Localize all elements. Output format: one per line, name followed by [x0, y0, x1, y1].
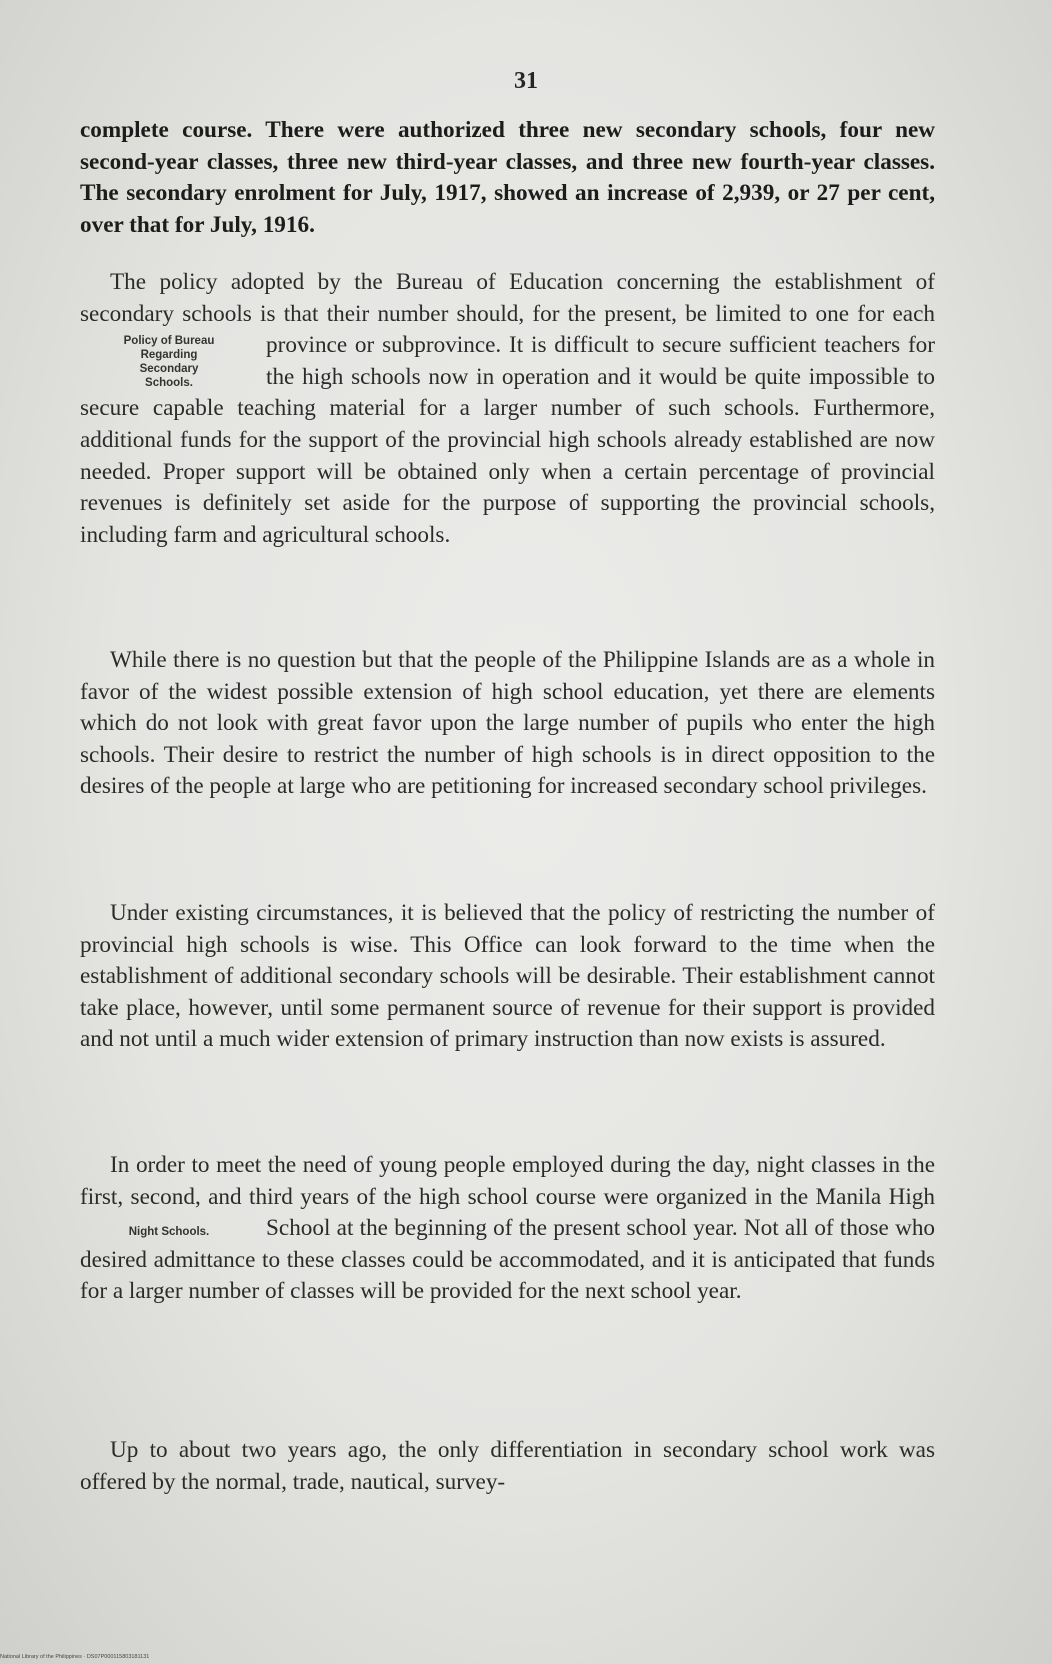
paragraph-2-text: [80, 267, 935, 551]
paragraph-2: [80, 267, 935, 551]
paragraph-3: [80, 645, 935, 803]
paragraph-6-text: Up to about two years ago, the only differentiation in secondary school work was offered by the normal, trade, nautical, survey-: [80, 1437, 935, 1495]
paragraph-1: [80, 115, 935, 241]
paragraph-4: [80, 898, 935, 1056]
paragraph-5-text: [80, 1150, 935, 1308]
paragraph-3-text: While there is no question but that the people of the Philippine Islands are as a whole in favor of the widest possible extension of high school education, yet there are elements which do not look with great favor upon the large number of pupils who enter the high schools. Their desire to restrict the number of high schools is in direct opposition to the desires of the people at large who are petitioning for increased secondary school privileges.: [80, 647, 935, 800]
sidenote-policy-line: Policy of Bureau: [123, 335, 215, 348]
paragraph-1-text: complete course. There were authorized three new secondary schools, four new second-year classes, three new third-year classes, and three new fourth-year classes. The secondary enrolment for July, 1917, showed an increase of 2,939, or 27 per cent, over that for July, 1916.: [80, 117, 935, 238]
paragraph-5: [80, 1150, 935, 1308]
sidenote-night: [80, 1225, 258, 1239]
footer-credit: National Library of the Philippines · DS07P000115803181131: [0, 1654, 150, 1660]
paragraph-5-text-after: at the beginning of the present school year. Not all of those who desired admittance to these classes could be accommodated, and it is anticipated that funds for a larger number of classes will be provided for the next school year.: [80, 1215, 936, 1305]
sidenote-policy-line: Regarding: [140, 349, 198, 362]
sidenote-policy: [80, 334, 258, 390]
paragraph-2-text-before: The policy adopted by the Bureau of Education concerning the establishment of secondary schools is that their number should, for the present, be limited to one for each province or: [80, 269, 935, 359]
paragraph-5-text-before: In order to meet the need of young people employed during the day, night classes in the first, second, and third years of the high school course were organized in the Manila High School: [80, 1152, 935, 1242]
paragraph-4-text: Under existing circumstances, it is believed that the policy of restricting the number of provincial high schools is wise. This Office can look forward to the time when the establishment of additional secondary schools will be desirable. Their establishment cannot take place, however, until some permanent source of revenue for their support is provided and not until a much wider extension of primary instruction than now exists is assured.: [80, 900, 935, 1053]
paragraph-6: [80, 1435, 935, 1498]
sidenote-night-line: Night Schools.: [128, 1226, 210, 1239]
page-number: 31: [514, 68, 538, 94]
paragraph-2-text-after: subprovince. It is difficult to secure sufficient teachers for the high schools now in operation and it would be quite impossible to secure capable teaching material for a larger number of such schools. Furthermore, additional funds for the support of the provincial high schools already established are now needed. Proper support will be obtained only when a certain percentage of provincial revenues is definitely set aside for the purpose of supporting the provincial schools, including farm and agricultural schools.: [80, 332, 935, 548]
sidenote-policy-line: Secondary: [139, 363, 199, 376]
sidenote-policy-line: Schools.: [145, 377, 193, 390]
